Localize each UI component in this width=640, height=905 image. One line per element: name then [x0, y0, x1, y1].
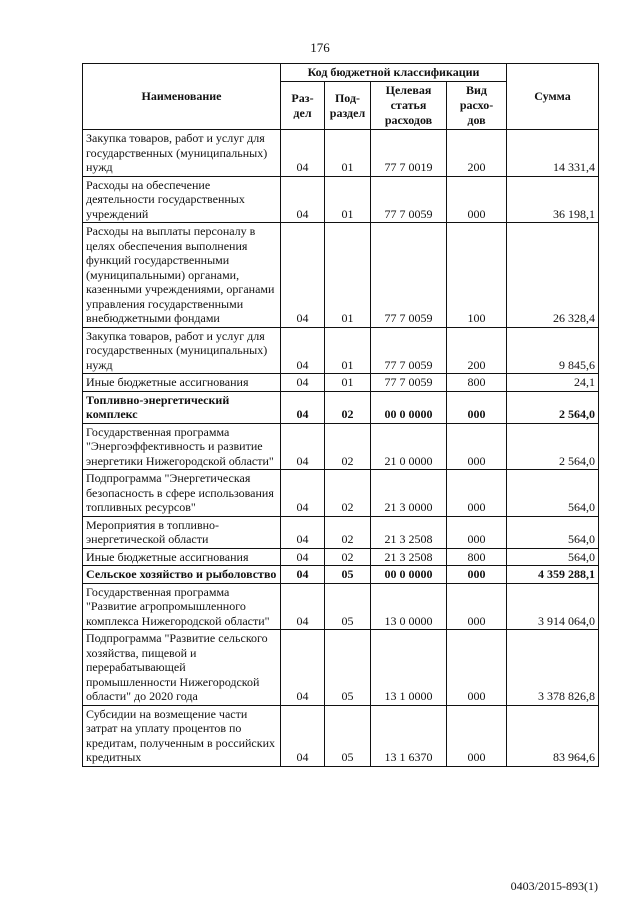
row-razdel: 04	[281, 516, 325, 548]
row-razdel: 04	[281, 566, 325, 584]
table-row	[83, 548, 599, 566]
row-razdel: 04	[281, 176, 325, 223]
row-expense-type: 000	[447, 566, 507, 584]
row-sum: 24,1	[507, 374, 599, 392]
row-razdel: 04	[281, 391, 325, 423]
row-razdel: 04	[281, 705, 325, 766]
row-name: Расходы на выплаты персоналу в целях обеспечения выполнения функций государственными (муниципальными) органами, казенными учреждениями, органами управления государственными внебюджетными фондами	[83, 223, 281, 328]
row-expense-type: 000	[447, 176, 507, 223]
row-podrazdel: 02	[325, 516, 371, 548]
row-expense-type: 200	[447, 327, 507, 374]
table-row	[83, 423, 599, 470]
row-razdel: 04	[281, 583, 325, 630]
header-expense-type: Вид расхо- дов	[447, 82, 507, 130]
row-sum: 83 964,6	[507, 705, 599, 766]
header-name: Наименование	[83, 64, 281, 130]
row-target-article: 21 3 0000	[371, 470, 447, 517]
row-name: Расходы на обеспечение деятельности государственных учреждений	[83, 176, 281, 223]
table-row	[83, 516, 599, 548]
row-expense-type: 000	[447, 705, 507, 766]
row-podrazdel: 01	[325, 223, 371, 328]
row-expense-type: 100	[447, 223, 507, 328]
table-row	[83, 223, 599, 328]
table-row	[83, 391, 599, 423]
page-number: 176	[310, 40, 330, 55]
row-name: Государственная программа "Развитие агропромышленного комплекса Нижегородской области"	[83, 583, 281, 630]
row-podrazdel: 05	[325, 583, 371, 630]
table-row	[83, 566, 599, 584]
row-podrazdel: 02	[325, 548, 371, 566]
row-target-article: 21 3 2508	[371, 548, 447, 566]
row-razdel: 04	[281, 470, 325, 517]
row-expense-type: 200	[447, 130, 507, 177]
row-name: Закупка товаров, работ и услуг для государственных (муниципальных) нужд	[83, 130, 281, 177]
row-razdel: 04	[281, 423, 325, 470]
row-expense-type: 000	[447, 630, 507, 706]
table-row	[83, 705, 599, 766]
row-name: Топливно-энергетический комплекс	[83, 391, 281, 423]
row-razdel: 04	[281, 548, 325, 566]
table-row	[83, 327, 599, 374]
row-expense-type: 000	[447, 423, 507, 470]
row-podrazdel: 01	[325, 374, 371, 392]
row-target-article: 77 7 0059	[371, 374, 447, 392]
row-sum: 3 914 064,0	[507, 583, 599, 630]
row-sum: 26 328,4	[507, 223, 599, 328]
header-sum: Сумма	[507, 64, 599, 130]
row-sum: 564,0	[507, 470, 599, 517]
row-target-article: 77 7 0059	[371, 176, 447, 223]
row-expense-type: 000	[447, 391, 507, 423]
row-name: Закупка товаров, работ и услуг для государственных (муниципальных) нужд	[83, 327, 281, 374]
row-razdel: 04	[281, 630, 325, 706]
header-podrazdel: Под- раздел	[325, 82, 371, 130]
row-name: Подпрограмма "Энергетическая безопасность в сфере использования топливных ресурсов"	[83, 470, 281, 517]
row-name: Подпрограмма "Развитие сельского хозяйства, пищевой и перерабатывающей промышленности Нижегородской области" до 2020 года	[83, 630, 281, 706]
row-razdel: 04	[281, 223, 325, 328]
row-name: Иные бюджетные ассигнования	[83, 374, 281, 392]
row-razdel: 04	[281, 327, 325, 374]
row-podrazdel: 01	[325, 327, 371, 374]
row-sum: 9 845,6	[507, 327, 599, 374]
row-name: Мероприятия в топливно-энергетической области	[83, 516, 281, 548]
row-sum: 14 331,4	[507, 130, 599, 177]
row-podrazdel: 01	[325, 176, 371, 223]
row-podrazdel: 02	[325, 391, 371, 423]
row-expense-type: 000	[447, 583, 507, 630]
row-sum: 2 564,0	[507, 391, 599, 423]
row-expense-type: 800	[447, 548, 507, 566]
row-target-article: 77 7 0059	[371, 327, 447, 374]
row-target-article: 00 0 0000	[371, 566, 447, 584]
document-code: 0403/2015-893(1)	[510, 879, 598, 893]
row-target-article: 77 7 0059	[371, 223, 447, 328]
row-target-article: 13 0 0000	[371, 583, 447, 630]
row-podrazdel: 02	[325, 470, 371, 517]
row-target-article: 00 0 0000	[371, 391, 447, 423]
row-podrazdel: 05	[325, 705, 371, 766]
row-target-article: 21 0 0000	[371, 423, 447, 470]
row-sum: 564,0	[507, 516, 599, 548]
row-razdel: 04	[281, 374, 325, 392]
row-expense-type: 000	[447, 516, 507, 548]
row-sum: 2 564,0	[507, 423, 599, 470]
row-sum: 3 378 826,8	[507, 630, 599, 706]
row-podrazdel: 05	[325, 566, 371, 584]
row-target-article: 13 1 6370	[371, 705, 447, 766]
table-row	[83, 130, 599, 177]
row-expense-type: 000	[447, 470, 507, 517]
row-podrazdel: 01	[325, 130, 371, 177]
row-podrazdel: 02	[325, 423, 371, 470]
table-row	[83, 374, 599, 392]
row-sum: 36 198,1	[507, 176, 599, 223]
header-classification-group: Код бюджетной классификации	[281, 64, 507, 82]
row-name: Субсидии на возмещение части затрат на уплату процентов по кредитам, полученным в российских кредитных	[83, 705, 281, 766]
row-sum: 564,0	[507, 548, 599, 566]
row-sum: 4 359 288,1	[507, 566, 599, 584]
row-target-article: 77 7 0019	[371, 130, 447, 177]
row-razdel: 04	[281, 130, 325, 177]
row-target-article: 21 3 2508	[371, 516, 447, 548]
row-name: Сельское хозяйство и рыболовство	[83, 566, 281, 584]
row-name: Государственная программа "Энергоэффективность и развитие энергетики Нижегородской области"	[83, 423, 281, 470]
row-name: Иные бюджетные ассигнования	[83, 548, 281, 566]
table-row	[83, 176, 599, 223]
row-expense-type: 800	[447, 374, 507, 392]
table-row	[83, 630, 599, 706]
table-row	[83, 583, 599, 630]
header-target-article: Целевая статья расходов	[371, 82, 447, 130]
row-podrazdel: 05	[325, 630, 371, 706]
table-row	[83, 470, 599, 517]
header-razdel: Раз- дел	[281, 82, 325, 130]
row-target-article: 13 1 0000	[371, 630, 447, 706]
budget-table	[82, 63, 599, 767]
